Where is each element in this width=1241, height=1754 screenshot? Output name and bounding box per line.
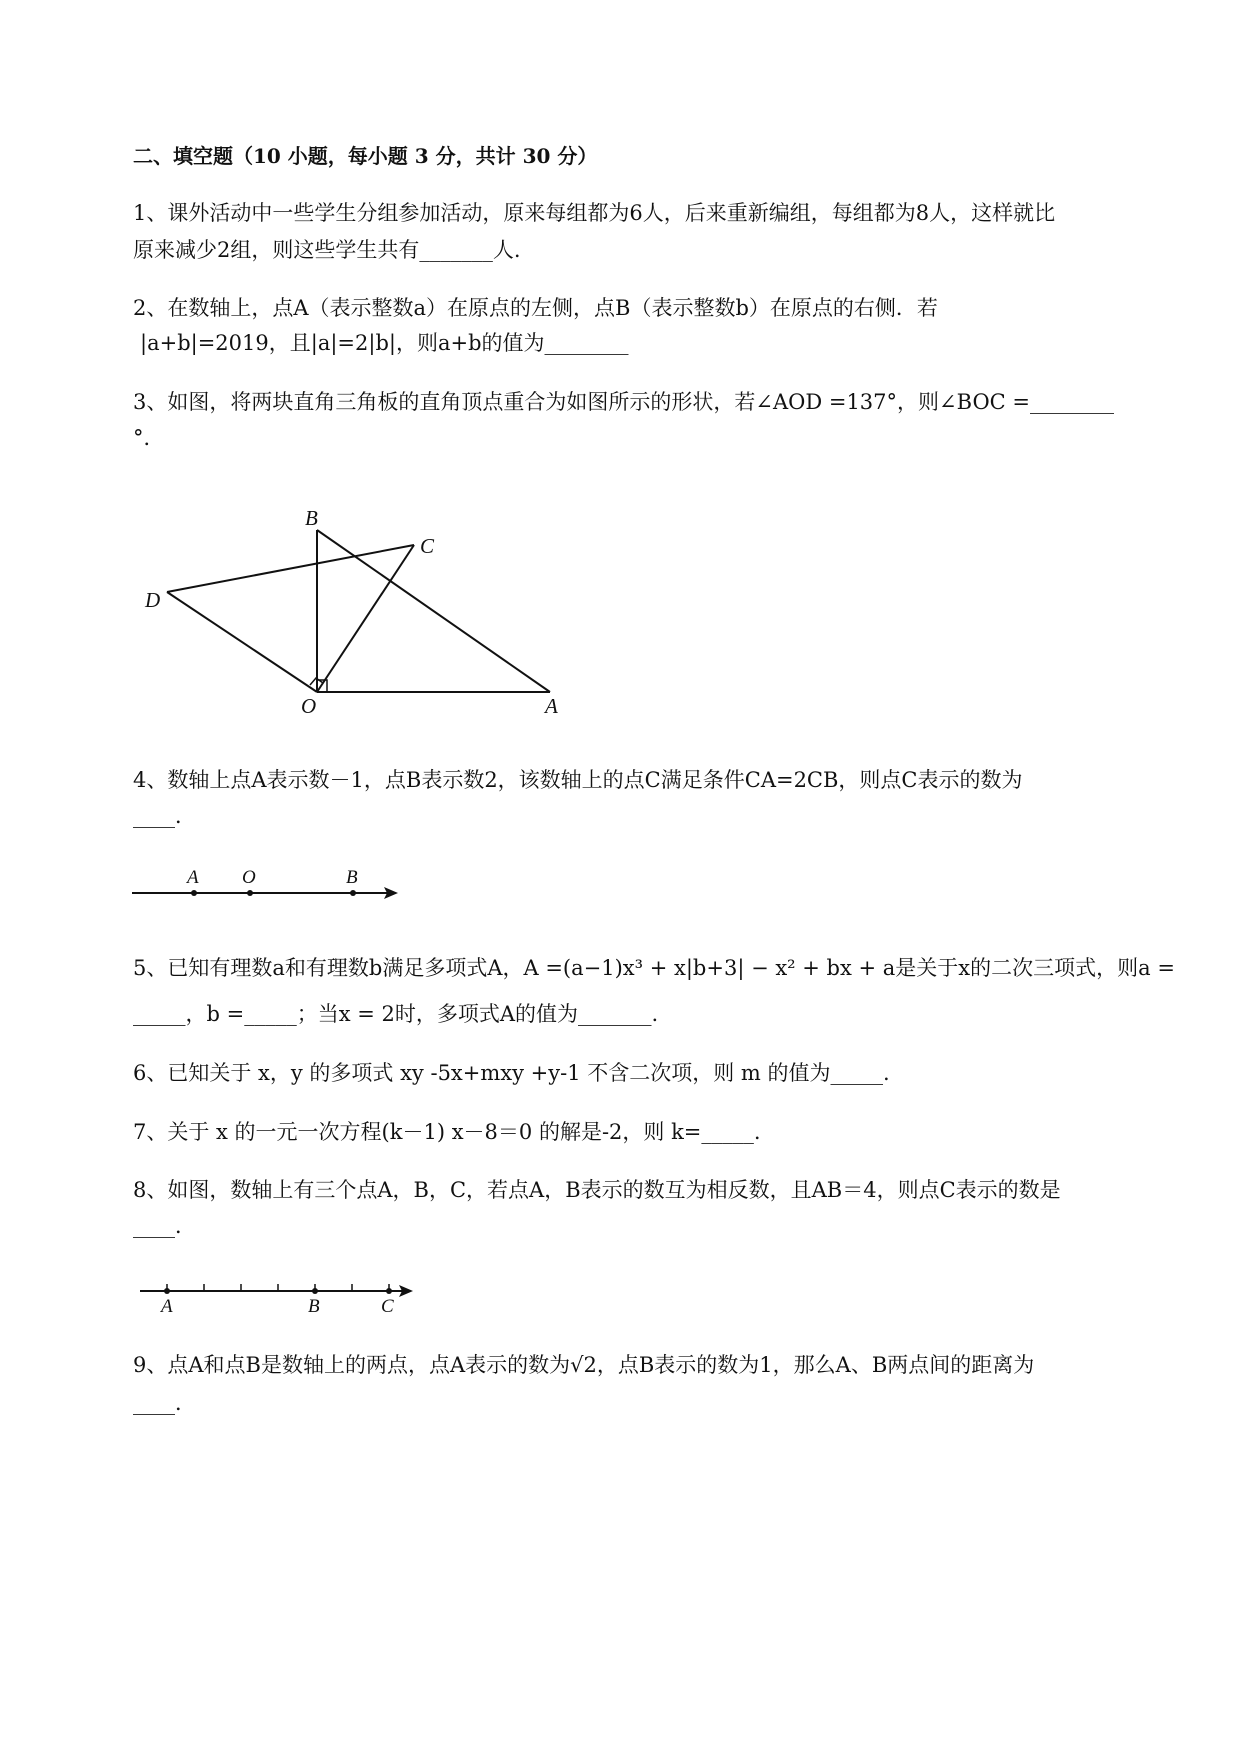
- number-line-q8: [135, 1278, 425, 1320]
- q1-line1: 1、课外活动中一些学生分组参加活动，原来每组都为6人，后来重新编组，每组都为8人，这样就比: [133, 201, 1056, 225]
- q8-line2: ____．: [133, 1214, 196, 1238]
- q3-line2: °．: [133, 426, 165, 450]
- fig-label-c: C: [420, 534, 435, 558]
- triangle-figure: [130, 495, 590, 725]
- nl8-label-b: B: [308, 1296, 320, 1317]
- q4-line2: ____．: [133, 804, 196, 828]
- q5-line1: 5、已知有理数a和有理数b满足多项式A，A =(a−1)x³ + x|b+3| − x² + bx + a是关于x的二次三项式，则a =: [133, 956, 1175, 980]
- q4-line1: 4、数轴上点A表示数－1，点B表示数2，该数轴上的点C满足条件CA=2CB，则点C表示的数为: [133, 768, 1023, 792]
- q2-line2: |a+b|=2019，且|a|=2|b|，则a+b的值为________: [140, 331, 629, 355]
- nl4-label-a: A: [187, 867, 199, 888]
- q9-line1: 9、点A和点B是数轴上的两点，点A表示的数为√2，点B表示的数为1，那么A、B两点间的距离为: [133, 1353, 1035, 1377]
- q8-line1: 8、如图，数轴上有三个点A，B，C，若点A，B表示的数互为相反数，且AB＝4，则点C表示的数是: [133, 1178, 1061, 1202]
- fig-label-b: B: [305, 506, 318, 530]
- fig-label-o: O: [301, 694, 317, 718]
- q2-line1: 2、在数轴上，点A（表示整数a）在原点的左侧，点B（表示整数b）在原点的右侧．若: [133, 296, 938, 320]
- number-line-q4: [130, 862, 410, 908]
- nl4-label-b: B: [346, 867, 358, 888]
- fig-label-a: A: [545, 694, 558, 718]
- fig-label-d: D: [145, 588, 161, 612]
- section-title: 二、填空题（10 小题，每小题 3 分，共计 30 分）: [133, 144, 598, 168]
- q1-line2: 原来减少2组，则这些学生共有_______人.: [133, 238, 521, 262]
- nl8-label-c: C: [381, 1296, 394, 1317]
- q9-line2: ____．: [133, 1391, 196, 1415]
- nl8-label-a: A: [161, 1296, 173, 1317]
- q5-line2: _____，b =_____；当x = 2时，多项式A的值为_______.: [133, 1002, 659, 1026]
- q7-line1: 7、关于 x 的一元一次方程(k－1) x－8＝0 的解是-2，则 k=_____.: [133, 1120, 761, 1144]
- nl4-label-o: O: [242, 867, 256, 888]
- q3-line1: 3、如图，将两块直角三角板的直角顶点重合为如图所示的形状，若∠AOD =137°，则∠BOC =________: [133, 390, 1114, 414]
- q6-line1: 6、已知关于 x，y 的多项式 xy -5x+mxy +y-1 不含二次项，则 m 的值为_____.: [133, 1061, 890, 1085]
